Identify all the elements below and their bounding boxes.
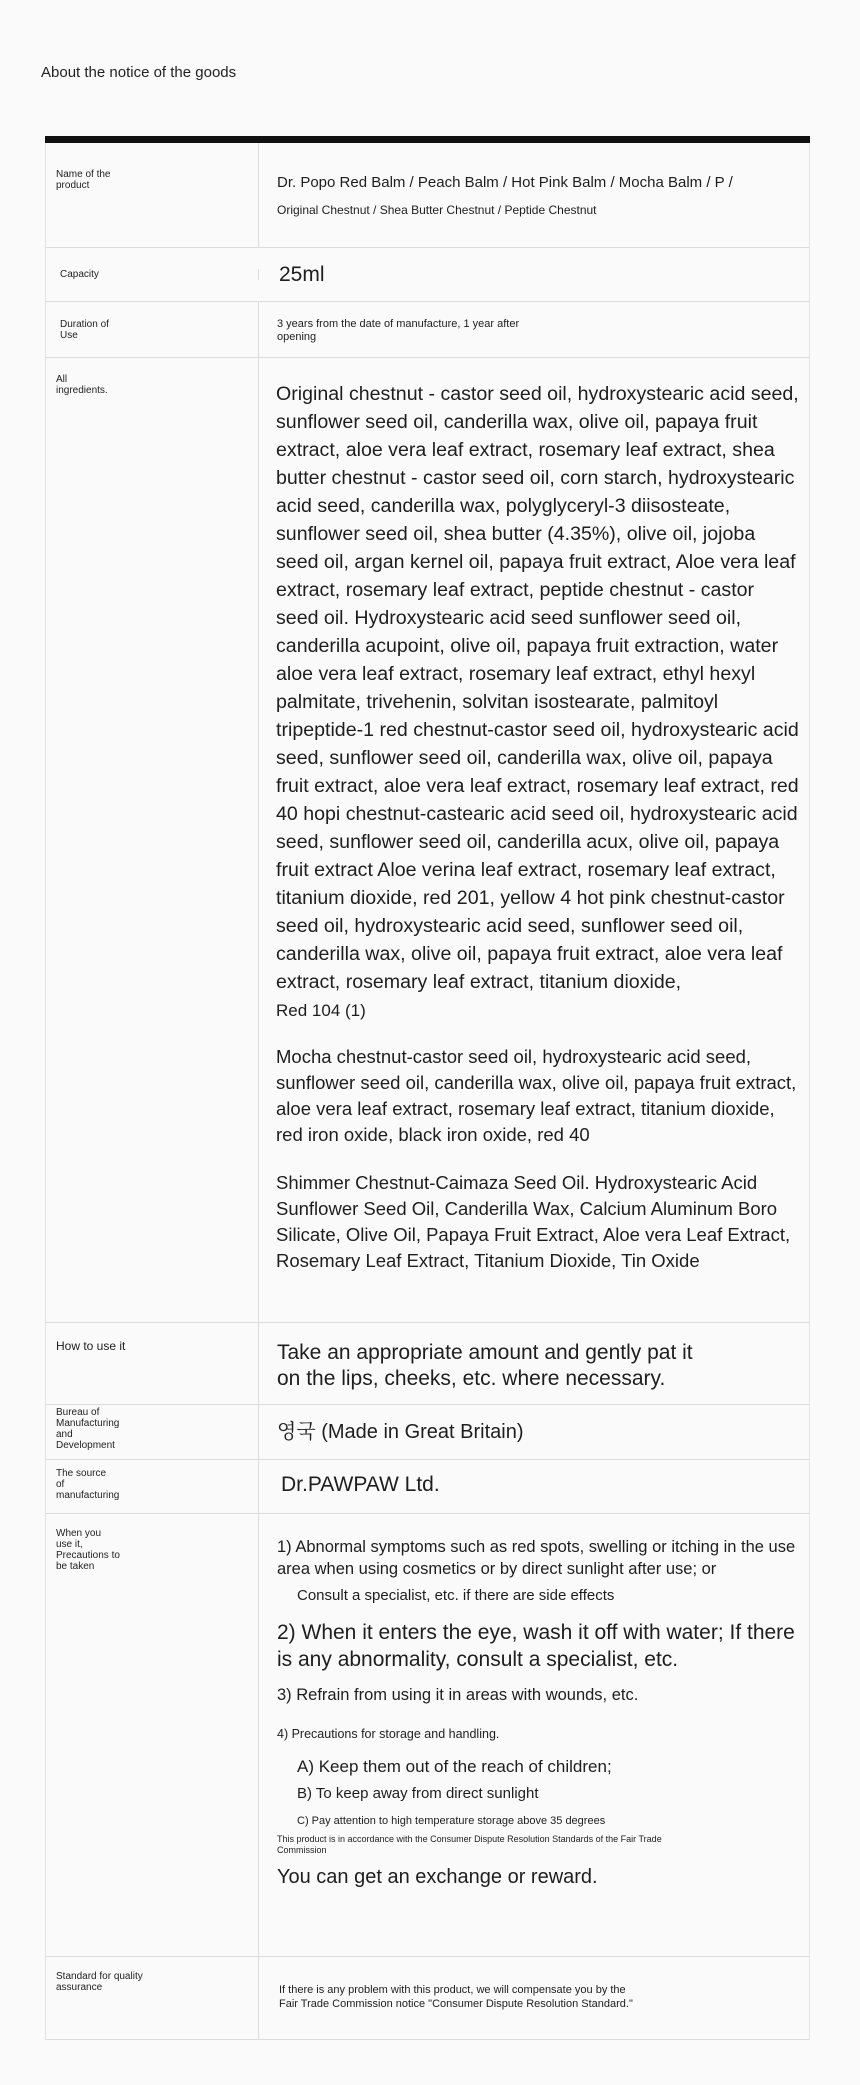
label-bureau: Bureau of Manufacturing and Development [46, 1405, 259, 1459]
value-product-name [259, 143, 809, 247]
exchange-text: You can get an exchange or reward. [277, 1866, 598, 1888]
precaution-4: 4) Precautions for storage and handling. [277, 1727, 500, 1741]
precaution-1: 1) Abnormal symptoms such as red spots, swelling or itching in the use area when using cosmetics or by direct sunlight after use; or [277, 1538, 796, 1578]
label-product-name: Name of the product [46, 143, 259, 247]
product-notice-table [45, 136, 810, 2040]
label-duration: Duration of Use [46, 302, 259, 357]
precaution-4a: A) Keep them out of the reach of children; [297, 1757, 612, 1776]
fair-trade-note: This product is in accordance with the Consumer Dispute Resolution Standards of the Fair Trade Commission [277, 1834, 662, 1855]
row-bureau [45, 1405, 810, 1460]
ingredients-shimmer: Shimmer Chestnut-Caimaza Seed Oil. Hydroxystearic Acid Sunflower Seed Oil, Canderilla Wax, Calcium Aluminum Boro Silicate, Olive Oil, Papaya Fruit Extract, Aloe vera Leaf Extract, Rosemary Leaf Extract, Titanium Dioxide, Tin Oxide [276, 1172, 791, 1271]
precaution-4b: B) To keep away from direct sunlight [297, 1785, 539, 1802]
label-ingredients: All ingredients. [46, 358, 259, 1322]
label-how-to-use: How to use it [46, 1323, 259, 1404]
howto-line2: on the lips, cheeks, etc. where necessary. [277, 1367, 666, 1390]
howto-line1: Take an appropriate amount and gently pat it [277, 1341, 693, 1364]
row-product-name [45, 143, 810, 248]
product-name-line1: Dr. Popo Red Balm / Peach Balm / Hot Pink Balm / Mocha Balm / P / [277, 174, 733, 191]
label-quality-assurance: Standard for quality assurance [46, 1957, 259, 2039]
value-precautions [259, 1514, 809, 1956]
precaution-1b: Consult a specialist, etc. if there are side effects [297, 1587, 615, 1604]
ingredients-mocha: Mocha chestnut-castor seed oil, hydroxystearic acid seed, sunflower seed oil, canderilla wax, olive oil, papaya fruit extract, aloe vera leaf extract, rosemary leaf extract, titanium dioxide, red iron oxide, black iron oxide, red 40 [276, 1046, 797, 1145]
value-source: Dr.PAWPAW Ltd. [281, 1473, 440, 1496]
label-precautions: When you use it, Precautions to be taken [46, 1514, 259, 1956]
precaution-4c: C) Pay attention to high temperature storage above 35 degrees [297, 1815, 606, 1827]
label-source: The source of manufacturing [46, 1460, 259, 1513]
value-duration: 3 years from the date of manufacture, 1 year after opening [277, 318, 520, 343]
row-source [45, 1460, 810, 1514]
product-name-line2: Original Chestnut / Shea Butter Chestnut / Peptide Chestnut [277, 203, 597, 217]
page-heading: About the notice of the goods [41, 64, 237, 81]
row-quality-assurance [45, 1957, 810, 2040]
row-precautions [45, 1514, 810, 1957]
value-bureau: 영국 (Made in Great Britain) [277, 1421, 524, 1443]
value-how-to-use [259, 1323, 809, 1404]
value-ingredients [259, 358, 809, 1322]
row-how-to-use [45, 1323, 810, 1405]
value-capacity: 25ml [279, 262, 325, 286]
ingredients-main: Original chestnut - castor seed oil, hydroxystearic acid seed, sunflower seed oil, canderilla wax, olive oil, papaya fruit extract, aloe vera leaf extract, rosemary leaf extract, shea butter chestnut - castor seed oil, corn starch, hydroxystearic acid seed, canderilla wax, polyglyceryl-3 diisosteate, sunflower seed oil, shea butter (4.35%), olive oil, jojoba seed oil, argan kernel oil, papaya fruit extract, Aloe vera leaf extract, rosemary leaf extract, peptide chestnut - castor seed oil. Hydroxystearic acid seed sunflower seed oil, canderilla acupoint, olive oil, papaya fruit extraction, water aloe vera leaf extract, rosemary leaf extract, ethyl hexyl palmitate, trivehenin, solvitan isostearate, palmitoyl tripeptide-1 red chestnut-castor seed oil, hydroxystearic acid seed, sunflower seed oil, canderilla wax, olive oil, papaya fruit extract, aloe vera leaf extract, rosemary leaf extract, red 40 hopi chestnut-castearic acid seed oil, hydroxystearic acid seed, sunflower seed oil, canderilla acux, olive oil, papaya fruit extract Aloe verina leaf extract, rosemary leaf extract, titanium dioxide, red 201, yellow 4 hot pink chestnut-castor seed oil, hydroxystearic acid seed, sunflower seed oil, canderilla wax, olive oil, papaya fruit extract, aloe vera leaf extract, rosemary leaf extract, titanium dioxide, [276, 383, 799, 993]
value-quality-assurance: If there is any problem with this product, we will compensate you by the Fair Trade Commission notice "Consumer Dispute Resolution Standard." [279, 1984, 633, 2010]
label-capacity: Capacity [46, 269, 259, 280]
row-capacity [45, 248, 810, 302]
precaution-2: 2) When it enters the eye, wash it off with water; If there is any abnormality, consult a specialist, etc. [277, 1621, 795, 1671]
row-ingredients [45, 358, 810, 1323]
precaution-3: 3) Refrain from using it in areas with wounds, etc. [277, 1686, 639, 1704]
ingredients-red104: Red 104 (1) [276, 1001, 366, 1020]
row-duration [45, 302, 810, 358]
